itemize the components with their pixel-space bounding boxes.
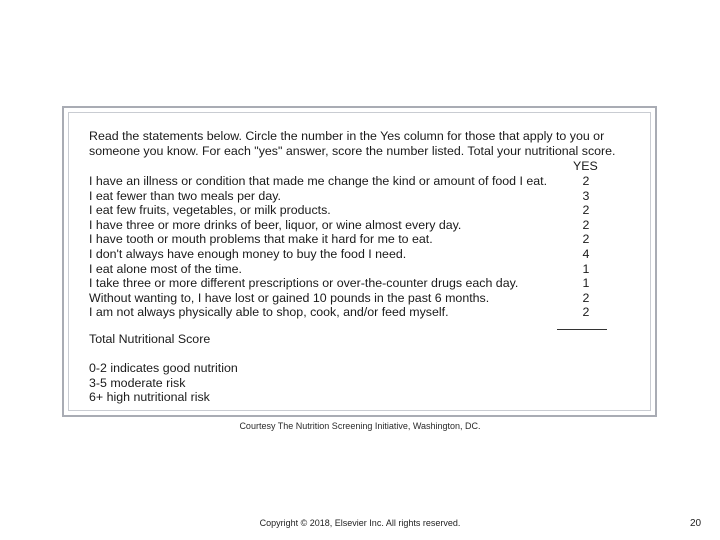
item-score: 4 [582,246,590,261]
legend-item: 0-2 indicates good nutrition [89,361,238,375]
item-score: 2 [582,174,590,188]
legend-item: 6+ high nutritional risk [89,390,210,405]
item-score: 1 [582,276,590,291]
page-number: 20 [690,518,702,529]
checklist-item [89,291,609,306]
item-score: 2 [582,305,590,320]
checklist-item [89,232,609,247]
total-score-blank [557,329,607,330]
figure-frame [62,106,657,417]
checklist-item [89,262,609,277]
checklist-item [89,218,609,233]
item-text: I don't always have enough money to buy the food I need. [89,246,407,261]
item-score: 1 [582,261,590,276]
total-score-label: Total Nutritional Score [89,332,211,346]
checklist-items [89,174,609,320]
item-text: I have three or more drinks of beer, liquor, or wine almost every day. [89,217,462,232]
item-text: I have an illness or condition that made me change the kind or amount of food I eat. [89,174,548,188]
item-text: I have tooth or mouth problems that make it hard for me to eat. [89,232,433,247]
instructions-text: Read the statements below. Circle the number in the Yes column for those that apply to you or someone you know. For each "yes" answer, score the number listed. Total your nutritional score. [89,129,616,158]
checklist-item [89,305,609,320]
item-text: Without wanting to, I have lost or gained 10 pounds in the past 6 months. [89,290,490,305]
checklist-item [89,276,609,291]
legend-item: 3-5 moderate risk [89,375,186,390]
checklist-panel [68,112,651,411]
copyright-footer: Copyright © 2018, Elsevier Inc. All rights reserved. [259,518,461,528]
courtesy-caption: Courtesy The Nutrition Screening Initiative, Washington, DC. [239,421,481,431]
checklist-item [89,203,609,218]
checklist-item [89,189,609,204]
item-text: I am not always physically able to shop, cook, and/or feed myself. [89,305,449,320]
item-score: 2 [582,290,590,305]
item-text: I eat fewer than two meals per day. [89,188,281,203]
score-legend [89,361,238,405]
item-score: 2 [582,232,590,247]
item-score: 3 [582,188,590,203]
item-score: 2 [582,203,590,218]
item-text: I eat few fruits, vegetables, or milk products. [89,203,331,218]
checklist-item [89,247,609,262]
checklist-item [89,174,609,189]
yes-column-header: YES [573,159,598,173]
item-score: 2 [582,217,590,232]
item-text: I eat alone most of the time. [89,261,242,276]
item-text: I take three or more different prescriptions or over-the-counter drugs each day. [89,276,519,291]
